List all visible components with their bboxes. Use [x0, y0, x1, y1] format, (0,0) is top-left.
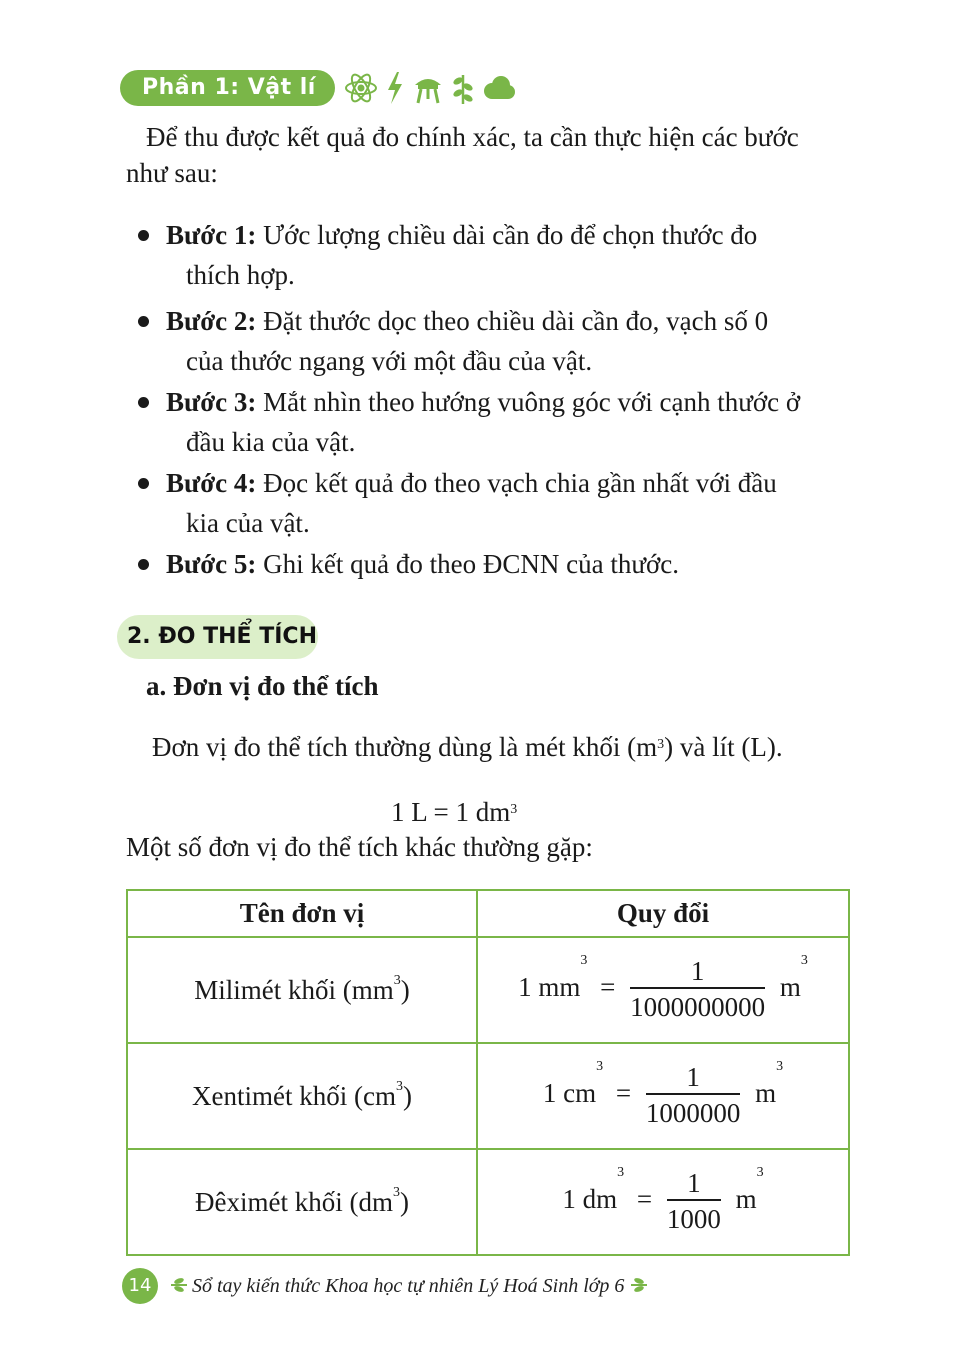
cloud-icon [482, 75, 516, 101]
bullet-icon [138, 478, 149, 489]
superscript: 3 [393, 972, 401, 988]
list-item [138, 463, 850, 543]
intro-line-1: Để thu được kết quả đo chính xác, ta cần thực hiện các bước [146, 122, 799, 152]
numerator: 1 [687, 1168, 701, 1198]
step-text: Đặt thước dọc theo chiều dài cần đo, vạch số 0 [263, 306, 769, 336]
step-label: Bước 4: [166, 468, 257, 498]
units-sentence-tail: ) và lít (L). [664, 732, 783, 762]
equals-sign: = [615, 1078, 632, 1109]
column-header: Quy đổi [477, 890, 849, 937]
bullet-icon [138, 559, 149, 570]
superscript: 3 [596, 1059, 604, 1074]
bullet-icon [138, 397, 149, 408]
part-label-badge: Phần 1: Vật lí [120, 70, 335, 106]
conversion-unit: m [779, 972, 801, 1003]
step-label: Bước 2: [166, 306, 257, 336]
page-number: 14 [122, 1268, 158, 1304]
intro-line-2: như sau: [126, 158, 218, 188]
superscript: 3 [617, 1165, 625, 1180]
bullet-icon [138, 316, 149, 327]
section-title-badge: 2. ĐO THỂ TÍCH [117, 615, 318, 659]
other-units-intro: Một số đơn vị đo thể tích khác thường gặp: [126, 832, 593, 862]
unit-name: Đêximét khối (dm [195, 1186, 393, 1217]
superscript: 3 [800, 953, 808, 968]
unit-name-cell [127, 1149, 477, 1255]
unit-name-tail: ) [402, 1080, 412, 1111]
plant-icon [452, 71, 474, 105]
book-title: Sổ tay kiến thức Khoa học tự nhiên Lý Hoá Sinh lớp 6 [192, 1275, 625, 1297]
superscript: 3 [657, 737, 665, 752]
step-text: Đọc kết quả đo theo vạch chia gần nhất với đầu [263, 468, 777, 498]
list-item [138, 382, 850, 462]
conversion-lhs: 1 cm [542, 1078, 597, 1109]
superscript: 3 [510, 802, 518, 817]
equation-text: 1 L = 1 dm [391, 797, 511, 827]
equals-sign: = [600, 972, 616, 1003]
equals-sign: = [636, 1184, 653, 1215]
conversion-lhs: 1 dm [562, 1184, 618, 1215]
conversion-cell [477, 1149, 849, 1255]
litre-equation [391, 794, 517, 830]
superscript: 3 [776, 1059, 784, 1074]
fraction [630, 955, 765, 1025]
denominator: 1000000 [645, 1098, 741, 1128]
denominator: 1000000000 [630, 992, 766, 1022]
volume-units-table [126, 889, 850, 1256]
step-text: Ghi kết quả đo theo ĐCNN của thước. [263, 549, 679, 579]
fraction [646, 1061, 741, 1131]
subject-icons [344, 68, 516, 108]
numerator: 1 [690, 956, 705, 986]
table-row [127, 937, 849, 1043]
unit-name-tail: ) [399, 1186, 409, 1217]
numerator: 1 [686, 1062, 700, 1092]
conversion-unit: m [735, 1184, 757, 1215]
step-text-continued: của thước ngang với một đầu của vật. [186, 346, 593, 376]
lightning-icon [386, 71, 404, 105]
units-sentence-text: Đơn vị đo thể tích thường dùng là mét khối (m [152, 732, 658, 762]
step-text-continued: kia của vật. [186, 508, 310, 538]
unit-name-tail: ) [400, 974, 410, 1005]
fraction [667, 1167, 721, 1237]
subheading: a. Đơn vị đo thể tích [146, 671, 379, 701]
conversion-cell [477, 1043, 849, 1149]
superscript: 3 [392, 1184, 400, 1200]
unit-name-cell [127, 937, 477, 1043]
leaf-icon [170, 1277, 188, 1293]
column-header: Tên đơn vị [127, 890, 477, 937]
table-row [127, 1149, 849, 1255]
list-item [138, 215, 850, 295]
conversion-cell [477, 937, 849, 1043]
table-row [127, 1043, 849, 1149]
denominator: 1000 [666, 1204, 721, 1234]
unit-name-cell [127, 1043, 477, 1149]
units-sentence [152, 729, 783, 765]
unit-name: Xentimét khối (cm [192, 1080, 396, 1111]
microscope-icon [412, 71, 444, 105]
step-text-continued: đầu kia của vật. [186, 427, 356, 457]
bullet-icon [138, 230, 149, 241]
unit-name: Milimét khối (mm [194, 974, 394, 1005]
list-item [138, 301, 850, 381]
step-label: Bước 5: [166, 549, 257, 579]
conversion-lhs: 1 mm [518, 972, 581, 1003]
superscript: 3 [580, 953, 588, 968]
step-label: Bước 3: [166, 387, 257, 417]
step-text: Ước lượng chiều dài cần đo để chọn thước đo [263, 220, 758, 250]
leaf-icon [630, 1277, 648, 1293]
conversion-unit: m [755, 1078, 777, 1109]
step-label: Bước 1: [166, 220, 257, 250]
atom-icon [344, 71, 378, 105]
list-item [138, 544, 850, 584]
step-text-continued: thích hợp. [186, 260, 295, 290]
table-header-row [127, 890, 849, 937]
superscript: 3 [395, 1078, 403, 1094]
superscript: 3 [756, 1165, 764, 1180]
step-text: Mắt nhìn theo hướng vuông góc với cạnh thước ở [263, 387, 801, 417]
